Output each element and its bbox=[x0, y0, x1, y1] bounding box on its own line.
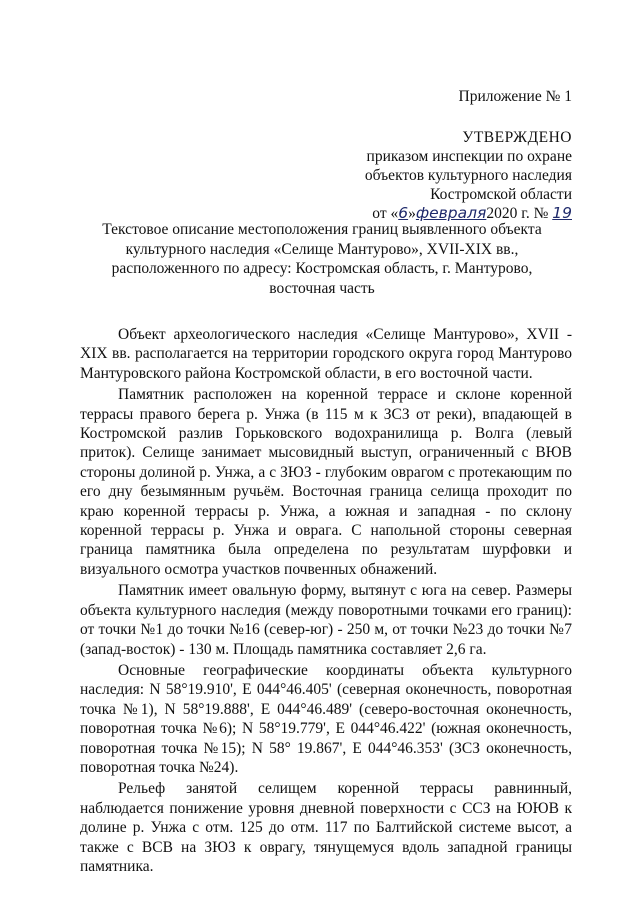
paragraph-location: Объект археологического наследия «Селище Мантурово», XVII - XIX вв. располагается на территории городского округа город Мантурово Мантуровского района Костромской области, в его восточной части. bbox=[80, 326, 572, 382]
appendix-label: Приложение № 1 bbox=[458, 88, 572, 105]
approval-block bbox=[360, 128, 572, 223]
document-body bbox=[80, 325, 572, 876]
paragraph-relief: Рельеф занятой селищем коренной террасы равнинный, наблюдается понижение уровня дневной поверхности с ССЗ на ЮЮВ к долине р. Унжа с отм. 125 до отм. 117 по Балтийской системе высот, а также с ВСВ на ЗЮЗ к оврагу, тянущемуся вдоль западной границы памятника. bbox=[80, 780, 572, 875]
document-title bbox=[92, 220, 552, 298]
order-number-handwritten: 19 bbox=[552, 204, 572, 222]
date-sep: » bbox=[408, 205, 416, 222]
approved-heading: УТВЕРЖДЕНО bbox=[462, 129, 572, 146]
date-prefix: от « bbox=[372, 205, 399, 222]
order-line-1: приказом инспекции по охране bbox=[366, 148, 572, 165]
paragraph-dimensions: Памятник имеет овальную форму, вытянут с юга на север. Размеры объекта культурного наследия (между поворотными точками его границ): от точки №1 до точки №16 (север-юг) - 250 м, от точки №23 до точки №7 (запад-восток) - 130 м. Площадь памятника составляет 2,6 га. bbox=[80, 582, 572, 658]
title-line-3: расположенного по адресу: Костромская область, г. Мантурово, bbox=[111, 260, 533, 277]
title-line-1: Текстовое описание местоположения границ выявленного объекта bbox=[102, 221, 542, 238]
paragraph-description: Памятник расположен на коренной террасе и склоне коренной террасы правого берега р. Унжа (в 115 м к ЗСЗ от реки), впадающей в Костромской разлив Горьковского водохранилища р. Волга (левый приток). Селище занимает мысовидный выступ, ограниченный с ВЮВ стороны долиной р. Унжа, а с ЗЮЗ - глубоким оврагом с протекающим по его дну безымянным ручьём. Восточная граница селища проходит по краю коренной террасы р. Унжа, а южная и западная - по склону коренной террасы р. Унжа и оврага. С напольной стороны северная граница памятника была определена по результатам шурфовки и визуального осмотра участков почвенных обнажений. bbox=[80, 386, 572, 578]
title-line-2: культурного наследия «Селище Мантурово», XVII-XIX вв., bbox=[125, 240, 519, 258]
order-line-3: Костромской области bbox=[430, 186, 572, 203]
date-year: 2020 г. № bbox=[486, 205, 549, 222]
title-line-4: восточная часть bbox=[269, 279, 375, 297]
date-day-handwritten: 6 bbox=[398, 204, 409, 222]
paragraph-coordinates: Основные географические координаты объекта культурного наследия: N 58°19.910', E 044°46.405' (северная оконечность, поворотная точка №1), N 58°19.888', E 044°46.489' (северо-восточная оконечность, поворотная точка №6); N 58°19.779', E 044°46.422' (южная оконечность, поворотная точка №15); N 58° 19.867', E 044°46.353' (ЗСЗ оконечность, поворотная точка №24). bbox=[80, 661, 572, 776]
order-line-2: объектов культурного наследия bbox=[364, 167, 572, 184]
date-month-handwritten: февраля bbox=[415, 204, 487, 222]
